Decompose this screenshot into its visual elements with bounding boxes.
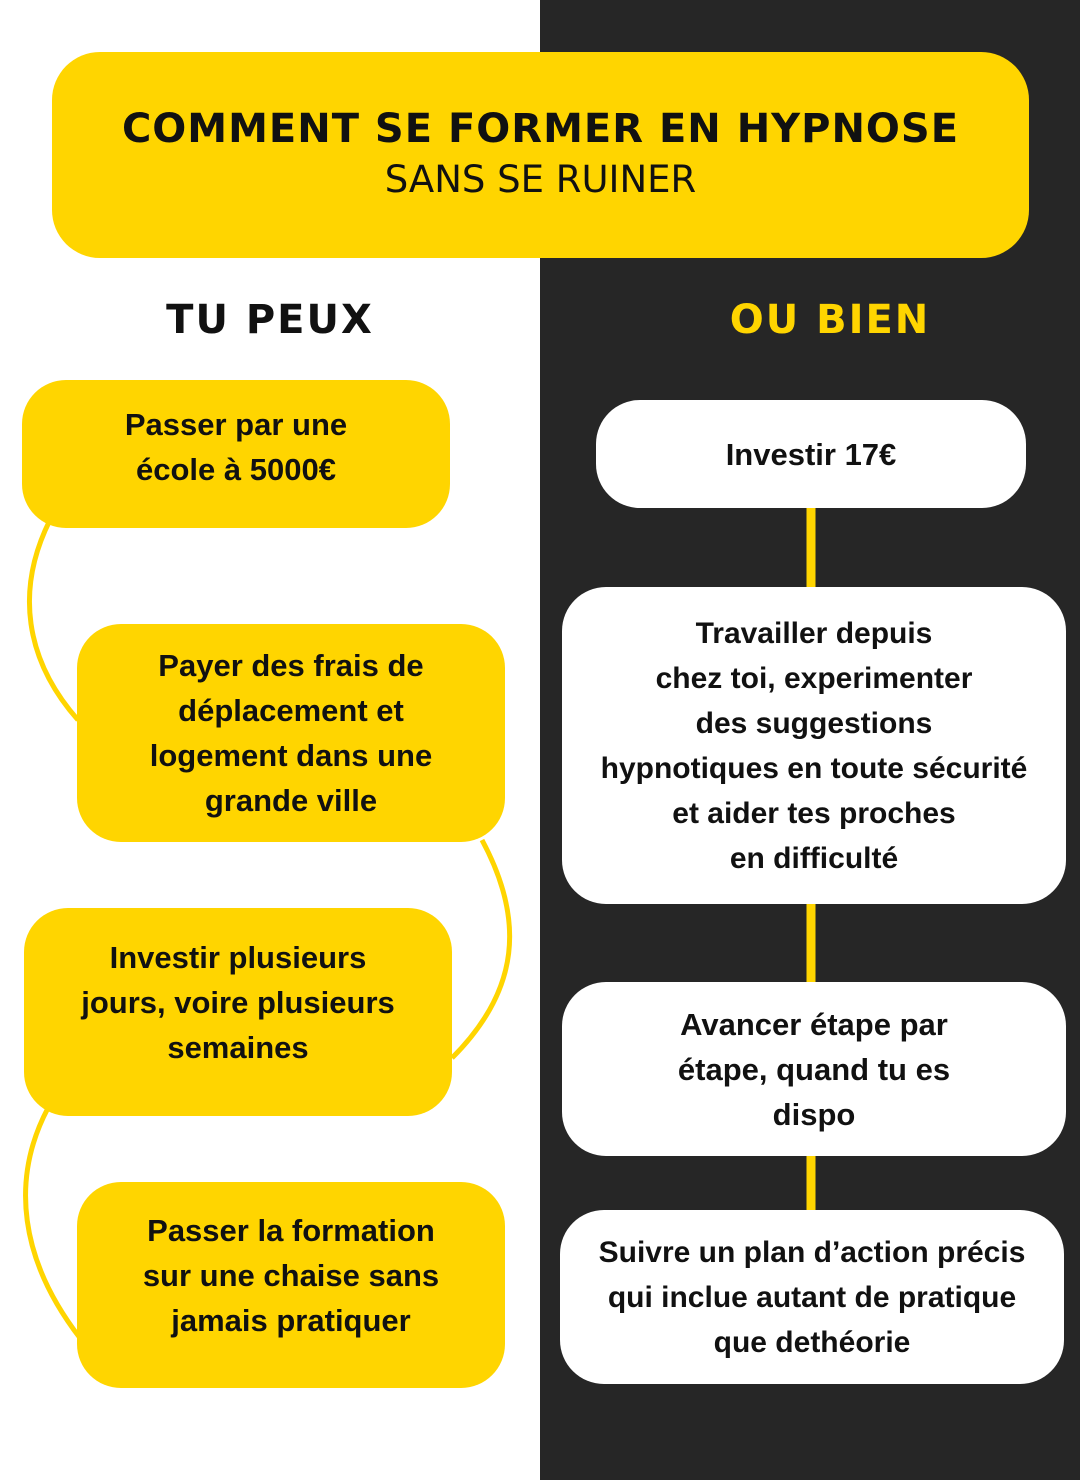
- left-connector-1: [29, 520, 78, 720]
- left-connector-2: [452, 840, 510, 1058]
- right-item-4-text: Suivre un plan d’action précis qui inclue autant de pratique que dethéorie: [598, 1235, 1026, 1359]
- right-item-2-text: Travailler depuis chez toi, experimenter des suggestions hypnotiques en toute sécurité et aider tes proches en difficulté: [600, 616, 1028, 875]
- left-item-3-text: Investir plusieurs jours, voire plusieurs semaines: [81, 939, 395, 1065]
- left-connector-3: [26, 1108, 80, 1338]
- right-column-heading: OU BIEN: [729, 297, 931, 343]
- left-item-4: [77, 1182, 505, 1388]
- right-item-3: [562, 982, 1066, 1156]
- left-item-1: [22, 380, 450, 528]
- left-item-4-text: Passer la formation sur une chaise sans jamais pratiquer: [142, 1212, 440, 1338]
- left-item-2-text: Payer des frais de déplacement et logement dans une grande ville: [149, 648, 433, 818]
- right-item-4: [560, 1210, 1064, 1384]
- right-item-3-text: Avancer étape par étape, quand tu es dispo: [677, 1006, 951, 1132]
- left-column-heading: TU PEUX: [166, 297, 374, 343]
- left-item-2: [77, 624, 505, 842]
- right-item-1-text: Investir 17€: [725, 436, 897, 472]
- left-item-1-text: Passer par une école à 5000€: [124, 407, 348, 487]
- header-title: COMMENT SE FORMER EN HYPNOSE: [121, 106, 960, 152]
- right-item-1: [596, 400, 1026, 508]
- header-subtitle: SANS SE RUINER: [384, 158, 697, 201]
- header-banner: [52, 52, 1029, 258]
- left-item-3: [24, 908, 452, 1116]
- right-item-2: [562, 587, 1066, 904]
